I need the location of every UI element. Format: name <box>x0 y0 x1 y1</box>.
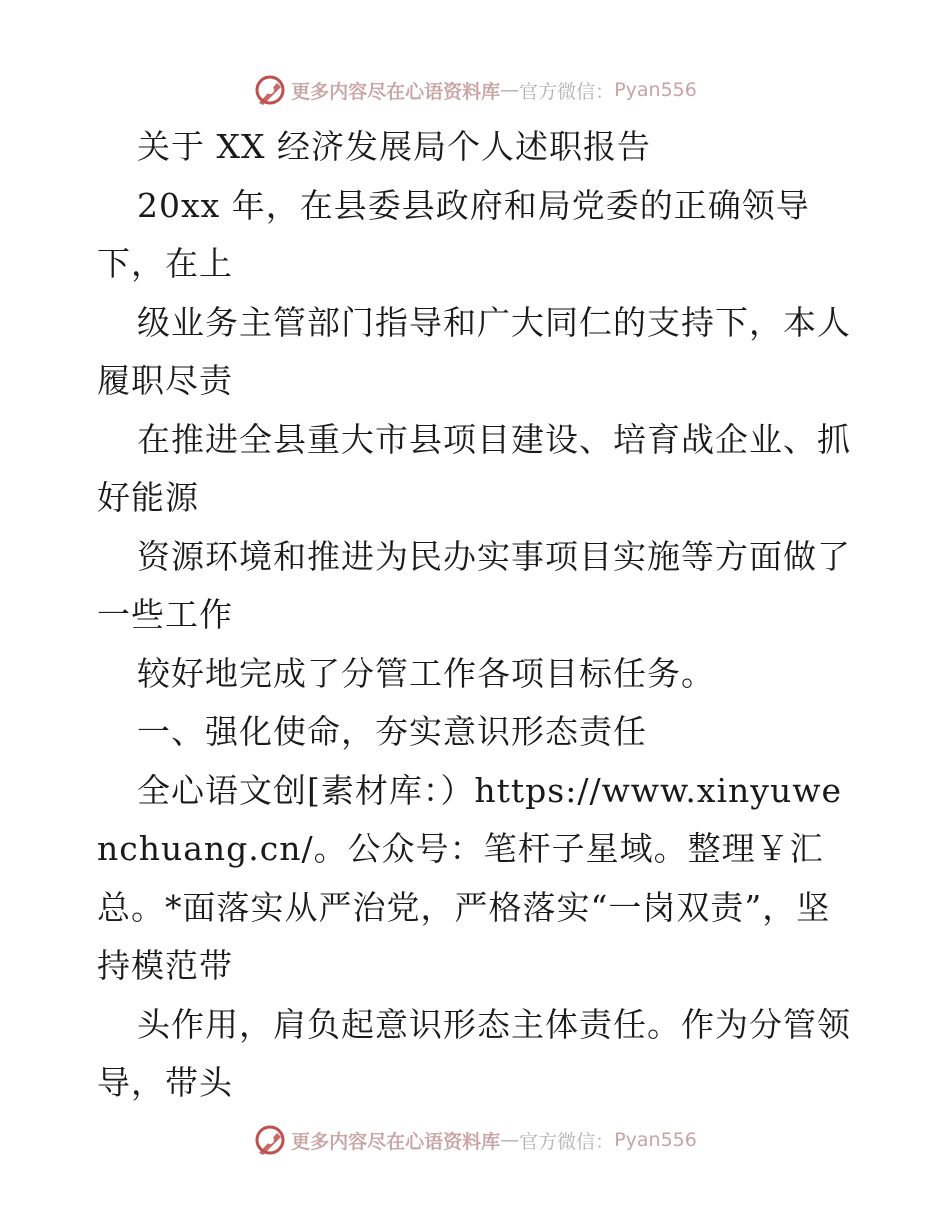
paragraph: 20xx 年，在县委县政府和局党委的正确领导下，在上 <box>97 185 810 283</box>
watermark-sub-text: 官方微信： <box>519 1130 615 1153</box>
paragraph: 资源环境和推进为民办实事项目实施等方面做了一些工作 <box>97 536 851 634</box>
watermark-banner-top <box>0 70 950 110</box>
pen-logo-icon <box>253 1123 287 1157</box>
watermark-main-text: 更多内容尽在心语资料库 <box>291 1130 501 1153</box>
paragraph: 在推进全县重大市县项目建设、培育战企业、抓好能源 <box>97 419 851 517</box>
section-heading: 一、强化使命，夯实意识形态责任 <box>137 712 647 751</box>
watermark-wechat-id: Pyan556 <box>614 79 697 101</box>
watermark-dash: — <box>500 79 520 101</box>
pen-logo-icon <box>253 73 287 107</box>
paragraph: 全心语文创[素材库：）https://www.xinyuwenchuang.cn/。公众号：笔杆子星域。整理￥汇总。*面落实从严治党，严格落实“一岗双责”，坚持模范带 <box>97 770 842 985</box>
paragraph: 级业务主管部门指导和广大同仁的支持下，本人履职尽责 <box>97 302 851 400</box>
document-body <box>97 118 857 1113</box>
paragraph: 头作用，肩负起意识形态主体责任。作为分管领导，带头 <box>97 1004 851 1102</box>
watermark-banner-bottom <box>0 1120 950 1160</box>
watermark-sub-text: 官方微信： <box>519 80 615 103</box>
watermark-wechat-id: Pyan556 <box>614 1129 697 1151</box>
watermark-main-text: 更多内容尽在心语资料库 <box>291 80 501 103</box>
watermark-dash: — <box>500 1129 520 1151</box>
paragraph: 较好地完成了分管工作各项目标任务。 <box>137 653 715 693</box>
document-title: 关于 XX 经济发展局个人述职报告 <box>137 127 651 166</box>
